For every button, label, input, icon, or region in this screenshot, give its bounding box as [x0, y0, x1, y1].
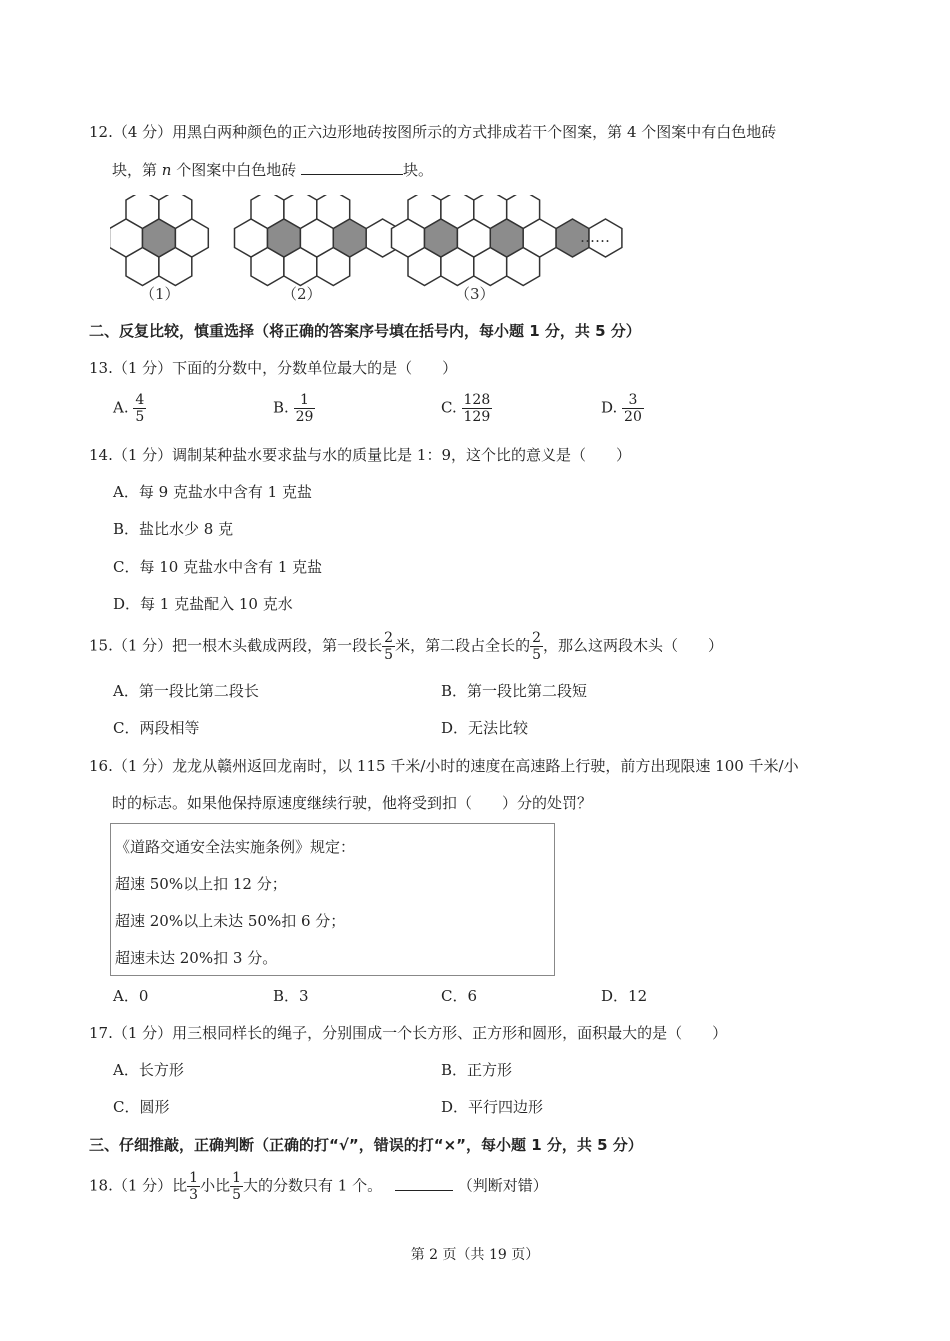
- q13-option-b-fraction: $\frac{1}{29}$: [295, 392, 314, 425]
- page-footer: 第 2 页（共 19 页）: [410, 1247, 540, 1263]
- q12-text-a: 块，第: [112, 161, 158, 179]
- q14-option-b[interactable]: B．盐比水少 8 克: [113, 520, 234, 538]
- q17-stem: 17.（1 分）用三根同样长的绳子，分别围成一个长方形、正方形和圆形，面积最大的是（ ）: [89, 1024, 728, 1042]
- q16-option-d[interactable]: D．12: [601, 987, 648, 1005]
- q12-stem-line2: [112, 160, 433, 180]
- q16-option-b[interactable]: B．3: [273, 987, 309, 1005]
- q12-text-c: 块。: [403, 161, 434, 179]
- q13-option-d-fraction: $\frac{3}{20}$: [624, 392, 642, 425]
- hexagon-pattern-figure: [110, 195, 630, 307]
- hexagon-tiles: [110, 195, 622, 286]
- q18-fraction-2: $\frac{1}{5}$: [232, 1170, 242, 1203]
- q15-option-d[interactable]: D．无法比较: [441, 719, 529, 737]
- q12-text-b: 个图案中白色地砖: [176, 161, 297, 179]
- q12-variable-n: n: [161, 161, 172, 179]
- q13-option-b[interactable]: B. $\frac{1}{29}$: [273, 392, 314, 425]
- q16-rule-title: 《道路交通安全法实施条例》规定：: [115, 838, 356, 856]
- q16-stem-line1: 16.（1 分）龙龙从赣州返回龙南时，以 115 千米/小时的速度在高速路上行驶，前方出现限速 100 千米/小: [89, 757, 799, 775]
- q14-option-a[interactable]: A．每 9 克盐水中含有 1 克盐: [113, 483, 312, 501]
- q12-stem-line1: 12.（4 分）用黑白两种颜色的正六边形地砖按图所示的方式排成若干个图案，第 4 个图案中有白色地砖: [89, 123, 777, 141]
- q15-stem: 15.（1 分）把一根木头截成两段，第一段长 $\frac{2}{5}$ 米，第二段占全长的 $\frac{2}{5}$ ，那么这两段木头（ ）: [89, 630, 724, 663]
- q16-option-a[interactable]: A．0: [113, 987, 149, 1005]
- q14-option-d[interactable]: D．每 1 克盐配入 10 克水: [113, 595, 293, 613]
- q16-rule-2: 超速 20%以上未达 50%扣 6 分；: [115, 912, 346, 930]
- q14-option-c[interactable]: C．每 10 克盐水中含有 1 克盐: [113, 558, 323, 576]
- q16-rule-1: 超速 50%以上扣 12 分；: [115, 875, 287, 893]
- q14-stem: 14.（1 分）调制某种盐水要求盐与水的质量比是 1：9，这个比的意义是（ ）: [89, 446, 632, 464]
- q18-fraction-1: $\frac{1}{3}$: [189, 1170, 199, 1203]
- q13-option-a-fraction: $\frac{4}{5}$: [135, 392, 145, 425]
- q13-stem: 13.（1 分）下面的分数中，分数单位最大的是（ ）: [89, 359, 458, 377]
- q15-option-a[interactable]: A．第一段比第二段长: [113, 682, 259, 700]
- figure-label-3: （3）: [455, 285, 495, 303]
- q16-option-c[interactable]: C．6: [441, 987, 478, 1005]
- q15-option-c[interactable]: C．两段相等: [113, 719, 200, 737]
- q15-option-b[interactable]: B．第一段比第二段短: [441, 682, 588, 700]
- q15-fraction-1: $\frac{2}{5}$: [384, 630, 394, 663]
- section2-heading: 二、反复比较，慎重选择（将正确的答案序号填在括号内，每小题 1 分，共 5 分）: [89, 322, 641, 340]
- q12-answer-blank[interactable]: [301, 174, 403, 175]
- q17-option-c[interactable]: C．圆形: [113, 1098, 170, 1116]
- q13-option-c[interactable]: C. $\frac{128}{129}$: [441, 392, 491, 425]
- q16-rule-3: 超速未达 20%扣 3 分。: [115, 949, 278, 967]
- q18-answer-blank[interactable]: [395, 1190, 453, 1191]
- q17-option-b[interactable]: B．正方形: [441, 1061, 513, 1079]
- q13-option-a[interactable]: A. $\frac{4}{5}$: [113, 392, 145, 425]
- figure-ellipsis: ……: [580, 228, 610, 246]
- q13-option-c-fraction: $\frac{128}{129}$: [463, 392, 491, 425]
- q15-fraction-2: $\frac{2}{5}$: [532, 630, 542, 663]
- q13-option-d[interactable]: D. $\frac{3}{20}$: [601, 392, 642, 425]
- section3-heading: 三、仔细推敲，正确判断（正确的打“√”，错误的打“×”，每小题 1 分，共 5 分）: [89, 1136, 643, 1154]
- q17-option-a[interactable]: A．长方形: [113, 1061, 184, 1079]
- q18-stem: 18.（1 分）比 $\frac{1}{3}$ 小比 $\frac{1}{5}$ 大的分数只有 1 个。 （判断对错）: [89, 1170, 548, 1203]
- q17-option-d[interactable]: D．平行四边形: [441, 1098, 544, 1116]
- figure-label-2: （2）: [282, 285, 322, 303]
- q16-rules-box: [110, 823, 555, 976]
- q16-stem-line2: 时的标志。如果他保持原速度继续行驶，他将受到扣（ ）分的处罚？: [112, 794, 593, 812]
- figure-label-1: （1）: [140, 285, 180, 303]
